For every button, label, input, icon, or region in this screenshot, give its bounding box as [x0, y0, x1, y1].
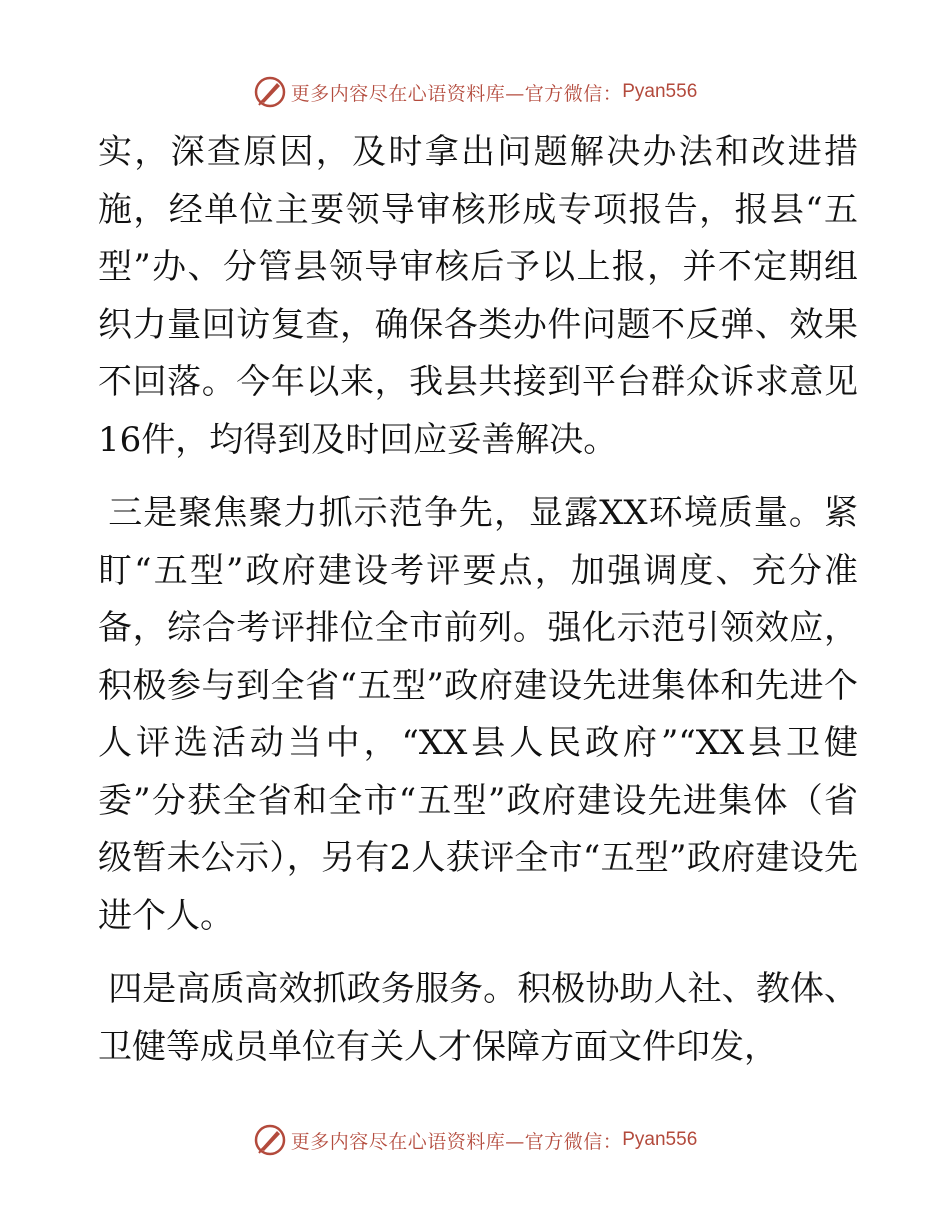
watermark-text: 更多内容尽在心语资料库—官方微信： [290, 1130, 623, 1153]
watermark-text: 更多内容尽在心语资料库—官方微信： [290, 82, 623, 105]
watermark-wechat-id: Pyan556 [622, 81, 698, 102]
quill-logo-icon [253, 1123, 287, 1157]
watermark-wechat-id: Pyan556 [622, 1129, 698, 1150]
paragraph-four: 四是高质高效抓政务服务。积极协助人社、教体、卫健等成员单位有关人才保障方面文件印发， [98, 969, 858, 1067]
header-watermark [0, 72, 950, 112]
document-body [98, 124, 858, 1076]
paragraph-three: 三是聚焦聚力抓示范争先，显露XX环境质量。紧盯“五型”政府建设考评要点，加强调度、充分准备，综合考评排位全市前列。强化示范引领效应，积极参与到全省“五型”政府建设先进集体和先进个人评选活动当中，“XX县人民政府”“XX县卫健委”分获全省和全市“五型”政府建设先进集体（省级暂未公示），另有2人获评全市“五型”政府建设先进个人。 [98, 493, 858, 936]
footer-watermark [0, 1120, 950, 1160]
paragraph-continuation: 实，深查原因，及时拿出问题解决办法和改进措施，经单位主要领导审核形成专项报告，报县“五型”办、分管县领导审核后予以上报，并不定期组织力量回访复查，确保各类办件问题不反弹、效果不回落。今年以来，我县共接到平台群众诉求意见16件，均得到及时回应妥善解决。 [98, 132, 858, 460]
quill-logo-icon [253, 75, 287, 109]
